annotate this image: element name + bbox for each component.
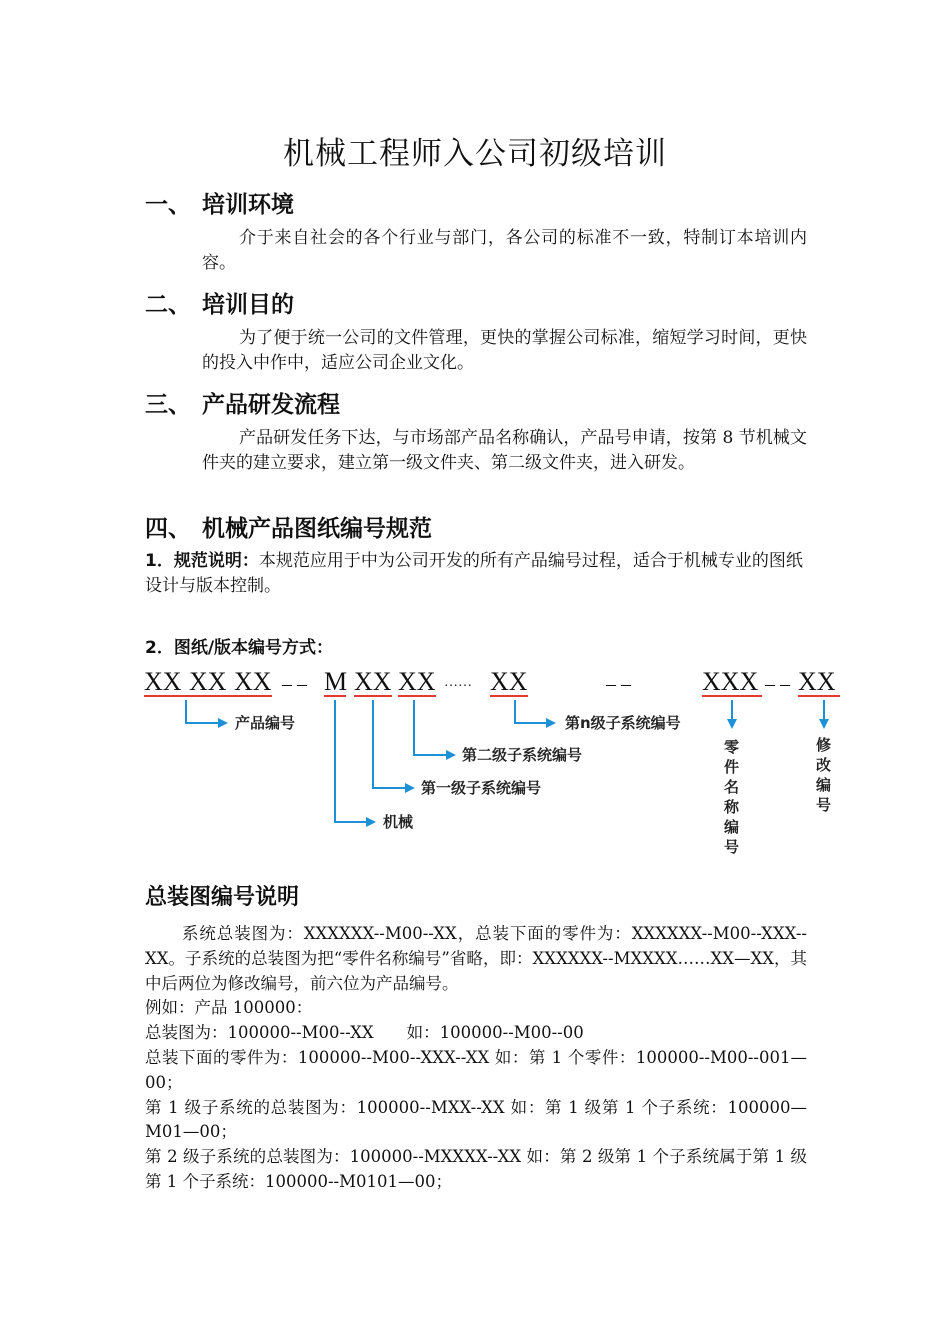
code-ellipsis: …… (444, 675, 472, 690)
part-name-char: 编 (724, 818, 740, 836)
code-part-m: M (324, 667, 348, 696)
code-part-xx-1: XX (144, 667, 182, 696)
numbering-label (145, 636, 807, 661)
code-part-xx-6: XX (490, 667, 528, 696)
spec-label: 1．规范说明： (145, 551, 259, 571)
label-first-subsystem: 第一级子系统编号 (421, 779, 542, 797)
section-heading-4 (145, 510, 432, 543)
assembly-line: 第 2 级子系统的总装图为：100000--MXXXX--XX 如：第 2 级第 1 个子系统属于第 1 级第 1 个子系统：100000--M0101—00； (145, 1147, 807, 1191)
section-title: 培训目的 (202, 292, 294, 318)
assembly-line: 例如：产品 100000： (145, 998, 313, 1018)
assembly-body (145, 922, 807, 1195)
part-name-char: 名 (724, 778, 740, 796)
arrow-mech (335, 700, 374, 822)
part-name-char: 称 (724, 798, 740, 816)
code-part-xx-3: XX (234, 667, 272, 696)
section-title: 机械产品图纸编号规范 (202, 516, 432, 542)
assembly-paragraph: 系统总装图为：XXXXXX--M00--XX，总装下面的零件为：XXXXXX--M00--XXX--XX。子系统的总装图为把“零件名称编号”省略，即：XXXXXX--MXXXX……XX—XX，其中后两位为修改编号，前六位为产品编号。 (145, 924, 807, 993)
code-part-xx-4: XX (354, 667, 392, 696)
arrow-product (186, 700, 226, 723)
code-part-xx-2: XX (189, 667, 227, 696)
section-number: 二、 (145, 292, 191, 318)
numbering-diagram (140, 660, 850, 860)
numbering-label-text: 2．图纸/版本编号方式： (145, 638, 334, 658)
assembly-line: 总装图为：100000--M00--XX 如：100000--M00--00 (145, 1023, 584, 1043)
section-number: 四、 (145, 516, 191, 542)
label-mechanical: 机械 (383, 813, 414, 831)
code-part-xx-7: XX (798, 667, 836, 696)
assembly-line: 总装下面的零件为：100000--M00--XXX--XX 如：第 1 个零件：100000--M00--001—00； (145, 1047, 807, 1092)
section-heading-2 (145, 286, 294, 319)
part-name-char: 件 (724, 758, 740, 776)
document-title: 机械工程师入公司初级培训 (283, 136, 667, 172)
code-part-xx-5: XX (398, 667, 436, 696)
label-second-subsystem: 第二级子系统编号 (462, 746, 583, 764)
code-separator-2: – – (606, 673, 631, 695)
label-product-number: 产品编号 (235, 714, 296, 732)
arrow-first (373, 700, 413, 788)
spec-text: 本规范应用于中为公司开发的所有产品编号过程，适合于机械专业的图纸设计与版本控制。 (145, 551, 803, 596)
code-part-xxx: XXX (702, 667, 759, 696)
arrow-second (414, 700, 454, 755)
label-part-name-number (723, 738, 740, 856)
section-heading-1 (145, 186, 294, 219)
section-title: 产品研发流程 (202, 392, 340, 418)
section-paragraph-1: 介于来自社会的各个行业与部门，各公司的标准不一致，特制订本培训内容。 (202, 228, 807, 273)
section-paragraph-3: 产品研发任务下达，与市场部产品名称确认，产品号申请，按第 8 节机械文件夹的建立要求，建立第一级文件夹、第二级文件夹，进入研发。 (202, 428, 807, 473)
code-separator-3: – – (765, 673, 790, 695)
section-number: 一、 (145, 192, 191, 218)
spec-paragraph (145, 549, 807, 599)
section-title: 培训环境 (202, 192, 294, 218)
arrow-nth (515, 700, 554, 723)
section-paragraph-2: 为了便于统一公司的文件管理，更快的掌握公司标准，缩短学习时间，更快的投入中作中，适应公司企业文化。 (202, 328, 807, 373)
revision-char: 改 (816, 756, 832, 774)
label-revision-number (816, 736, 831, 814)
label-nth-subsystem: 第n级子系统编号 (565, 714, 681, 732)
assembly-heading: 总装图编号说明 (145, 885, 300, 910)
section-heading-3 (145, 386, 340, 419)
revision-char: 编 (816, 776, 832, 794)
code-separator-1: – – (282, 673, 307, 695)
part-name-char: 零 (724, 738, 740, 756)
part-name-char: 号 (724, 838, 740, 856)
assembly-line: 第 1 级子系统的总装图为：100000--MXX--XX 如：第 1 级第 1 个子系统：100000—M01—00； (145, 1097, 807, 1142)
revision-char: 号 (816, 796, 832, 814)
section-number: 三、 (145, 392, 191, 418)
revision-char: 修 (816, 736, 832, 754)
